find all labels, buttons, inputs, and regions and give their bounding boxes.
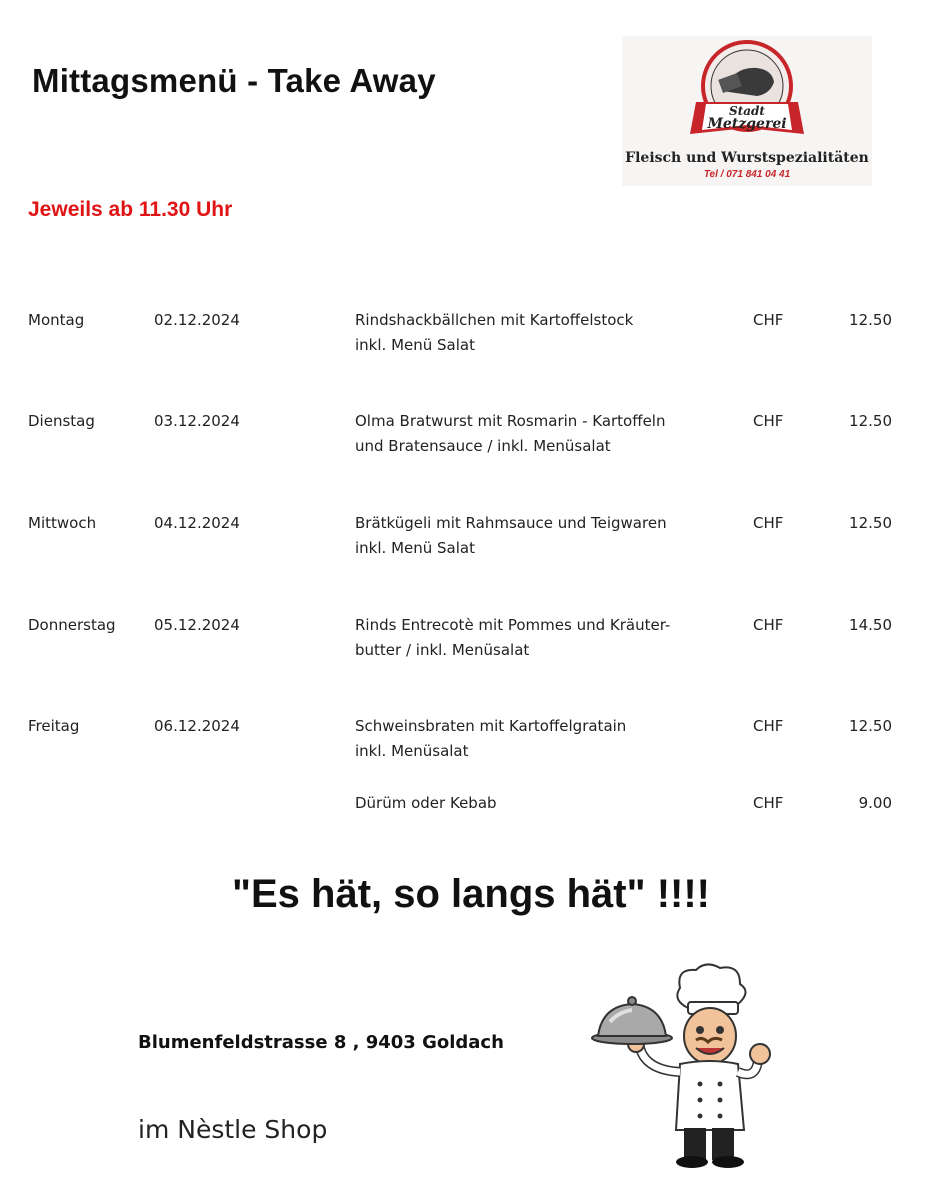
menu-dish: Schweinsbraten mit Kartoffelgratain	[355, 717, 627, 735]
opening-time: Jeweils ab 11.30 Uhr	[28, 198, 233, 221]
logo-line2: Metzgerei	[707, 116, 787, 132]
menu-currency: CHF	[753, 412, 784, 430]
menu-date: 04.12.2024	[154, 514, 240, 532]
menu-dish-detail: inkl. Menü Salat	[355, 336, 475, 354]
slogan: "Es hät, so langs hät" !!!!	[232, 872, 710, 916]
logo-phone: Tel / 071 841 04 41	[703, 169, 791, 180]
menu-price: 12.50	[849, 412, 892, 430]
menu-row	[0, 511, 942, 571]
menu-currency: CHF	[753, 311, 784, 329]
menu-day: Freitag	[28, 717, 80, 735]
menu-price: 12.50	[849, 514, 892, 532]
menu-day: Mittwoch	[28, 514, 97, 532]
logo-line1: Stadt	[729, 104, 765, 118]
menu-currency: CHF	[753, 794, 784, 812]
address: Blumenfeldstrasse 8 , 9403 Goldach	[138, 1032, 504, 1053]
chef-illustration-icon	[588, 960, 788, 1170]
menu-currency: CHF	[753, 514, 784, 532]
menu-price: 14.50	[849, 616, 892, 634]
menu-day: Montag	[28, 311, 85, 329]
menu-currency: CHF	[753, 717, 784, 735]
menu-date: 06.12.2024	[154, 717, 240, 735]
menu-dish-detail: inkl. Menüsalat	[355, 742, 469, 760]
menu-dish: Rinds Entrecotè mit Pommes und Kräuter-	[355, 616, 671, 634]
menu-day: Donnerstag	[28, 616, 116, 634]
menu-dish: Olma Bratwurst mit Rosmarin - Kartoffeln	[355, 412, 666, 430]
menu-row	[0, 308, 942, 368]
logo-tagline: Fleisch und Wurstspezialitäten	[625, 150, 869, 166]
page-title: Mittagsmenü - Take Away	[32, 62, 436, 99]
butcher-logo-icon	[622, 36, 872, 186]
menu-price: 12.50	[849, 311, 892, 329]
menu-date: 03.12.2024	[154, 412, 240, 430]
menu-price: 9.00	[858, 794, 892, 812]
shop-location: im Nèstle Shop	[138, 1115, 328, 1144]
menu-dish: Brätkügeli mit Rahmsauce und Teigwaren	[355, 514, 667, 532]
menu-currency: CHF	[753, 616, 784, 634]
menu-dish-detail: inkl. Menü Salat	[355, 539, 475, 557]
menu-dish: Rindshackbällchen mit Kartoffelstock	[355, 311, 634, 329]
menu-dish-detail: und Bratensauce / inkl. Menüsalat	[355, 437, 611, 455]
menu-dish: Dürüm oder Kebab	[355, 794, 497, 812]
menu-row	[0, 613, 942, 673]
menu-dish-detail: butter / inkl. Menüsalat	[355, 641, 530, 659]
menu-row	[0, 409, 942, 469]
menu-row	[0, 791, 942, 851]
menu-day: Dienstag	[28, 412, 95, 430]
menu-price: 12.50	[849, 717, 892, 735]
menu-row	[0, 714, 942, 774]
menu-date: 02.12.2024	[154, 311, 240, 329]
menu-date: 05.12.2024	[154, 616, 240, 634]
